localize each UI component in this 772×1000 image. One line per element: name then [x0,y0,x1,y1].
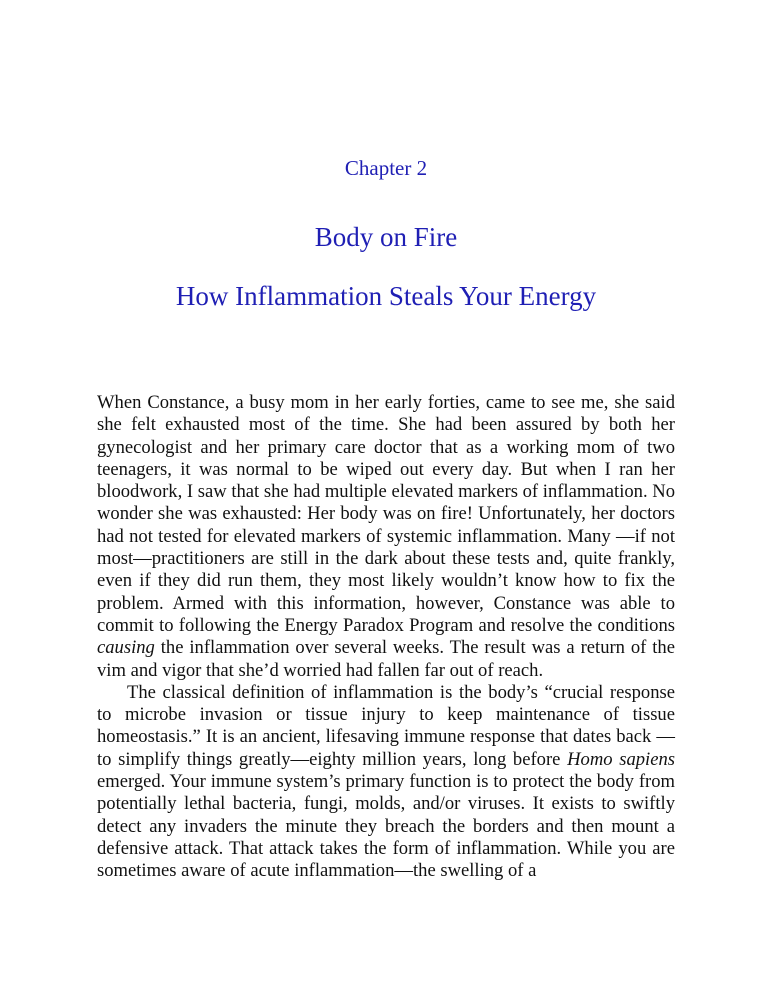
paragraph-2-text-a: The classical definition of inflammation is the body’s “crucial response to microbe invasion or tissue injury to keep maintenance of tissue homeostasis.” It is an ancient, lifesaving immune response that dates back —to simplify things greatly—eighty million years, long before [97,681,675,770]
paragraph-2 [97,682,675,883]
chapter-title: Body on Fire [314,222,458,252]
paragraph-2-text-b: emerged. Your immune system’s primary function is to protect the body from potentially lethal bacteria, fungi, molds, and/or viruses. It exists to swiftly detect any invaders the minute they breach the borders and then mount a defensive attack. That attack takes the form of inflammation. While you are sometimes aware of acute inflammation—the swelling of a [97,771,675,882]
paragraph-2-italic: Homo sapiens [567,748,675,770]
paragraph-1-text-a: When Constance, a busy mom in her early forties, came to see me, she said she felt exhausted most of the time. She had been assured by both her gynecologist and her primary care doctor that as a working mom of two teenagers, it was normal to be wiped out every day. But when I ran her bloodwork, I saw that she had multiple elevated markers of inflammation. No wonder she was exhausted: Her body was on fire! Unfortunately, her doctors had not tested for elevated markers of systemic inflammation. Many —if not most—practitioners are still in the dark about these tests and, quite frankly, even if they did run them, they most likely wouldn’t know how to fix the problem. Armed with this information, however, Constance was able to commit to following the Energy Paradox Program and resolve the conditions [97,392,675,636]
chapter-label: Chapter 2 [344,156,428,180]
paragraph-1-italic: causing [97,637,155,659]
body-text [97,392,675,883]
paragraph-1 [97,392,675,682]
paragraph-1-text-b: the inflammation over several weeks. The result was a return of the vim and vigor that she’d worried had fallen far out of reach. [97,637,675,681]
chapter-subtitle: How Inflammation Steals Your Energy [175,281,597,311]
